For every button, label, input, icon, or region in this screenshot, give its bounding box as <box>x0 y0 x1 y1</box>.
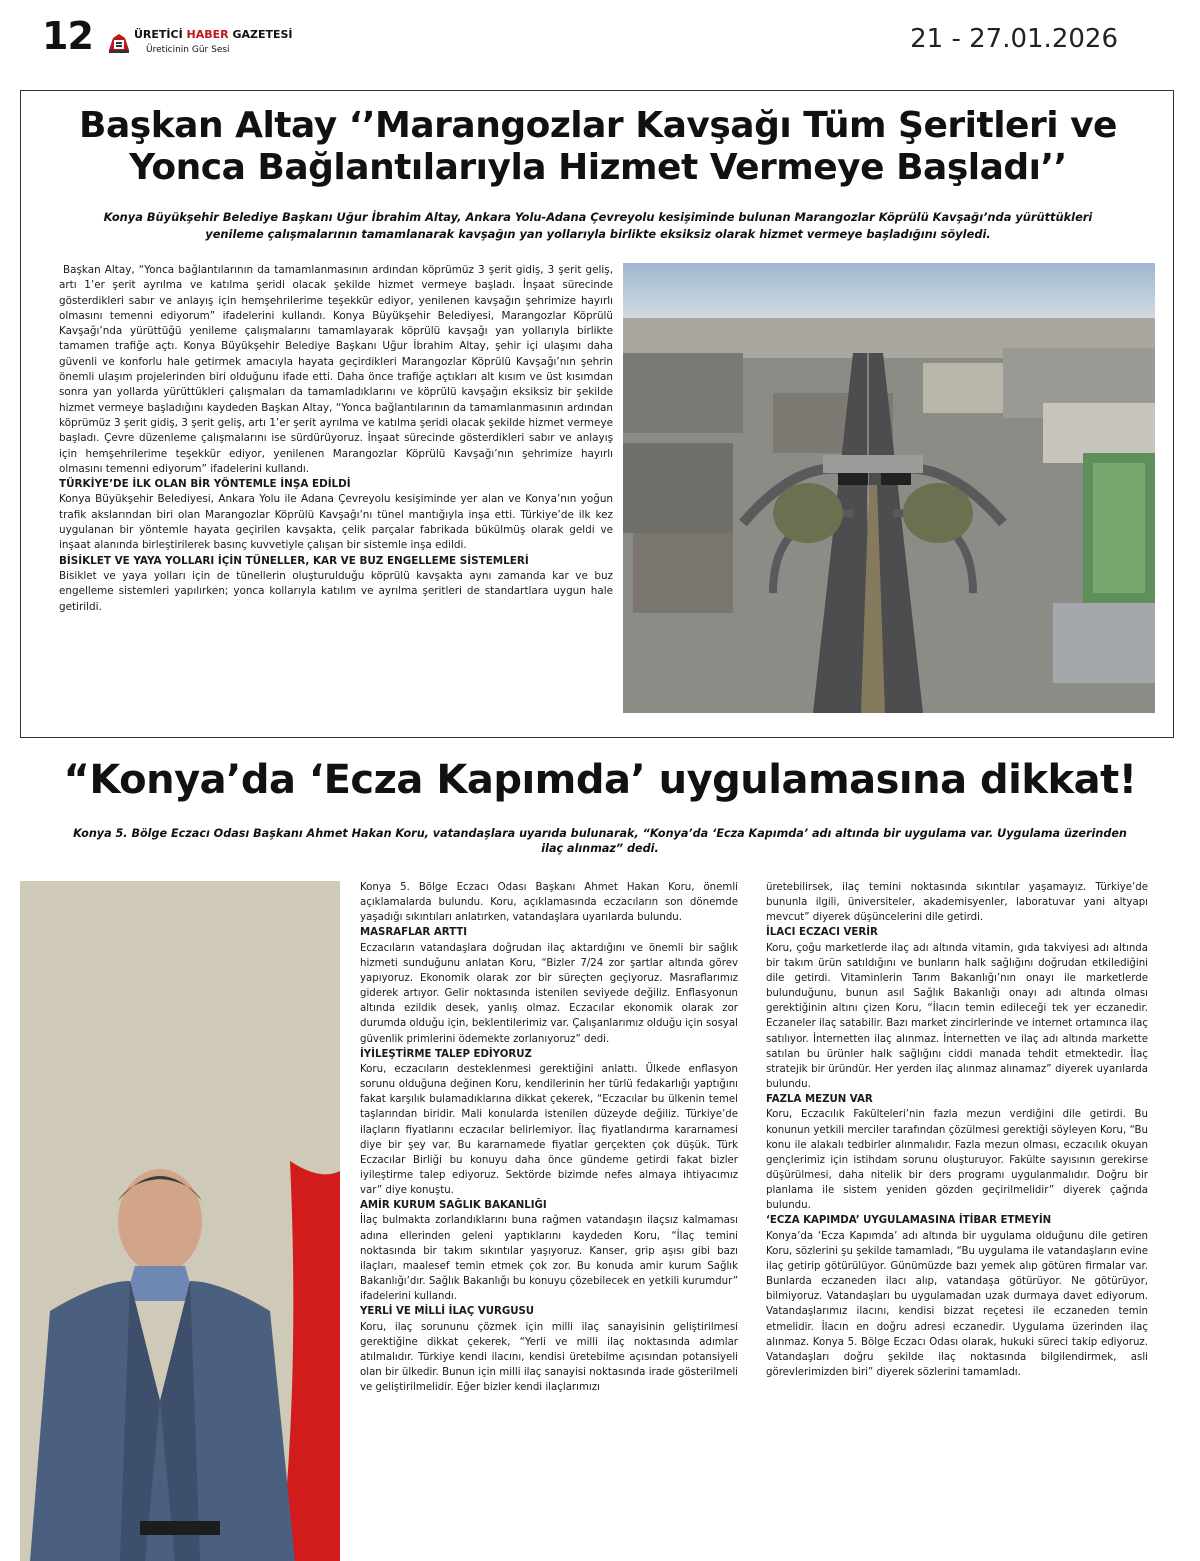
article1-subheading: TÜRKİYE’DE İLK OLAN BİR YÖNTEMLE İNŞA EDİLDİ <box>59 478 351 491</box>
article1-body <box>59 263 613 615</box>
article1-paragraph: Konya Büyükşehir Belediyesi, Ankara Yolu ile Adana Çevreyolu kesişiminde yer alan ve Konya’nın yoğun trafik akslarından biri olan Marangozlar Köprülü Kavşağı’nı tünel mantığıyla inşa etti. Türkiye’de ilk kez uygulanan bir yöntemle hayata geçirilen kavşakta, çelik parçalar fabrikada bükülmüş olarak geldi ve inşaat alanında birleştirilerek basınç kuvvetiyle çalışan bir sistemle inşa edildi. <box>59 493 613 552</box>
article2-lead: Konya 5. Bölge Eczacı Odası Başkanı Ahmet Hakan Koru, vatandaşlara uyarıda bulunarak, “Konya’da ‘Ecza Kapımda’ adı altında bir uygulama var. Uygulama üzerinden ilaç alınmaz” dedi. <box>73 827 1127 855</box>
page-header <box>0 0 1200 70</box>
article2-subheading: FAZLA MEZUN VAR <box>766 1094 873 1106</box>
article2-paragraph: Koru, çoğu marketlerde ilaç adı altında vitamin, gıda takviyesi adı altında bir takım ürün satıldığını ve bunların halk sağlığını doğrudan etkilediğini dile getirdi. Vitaminlerin Tarım Bakanlığı’nın onayı ile marketlerde bulunduğunu, bunun asıl Sağlık Bakanlığı onayı adı altında olması gerektiğinin altını çizen Koru, “İlacın temin edileceği tek yer eczanedir. Eczaneler ilaç satabilir. Bazı market zincirlerinde ve internet ortamınca ilaç satılıyor. İnternetten ilaç alınmaz. İnternetten ve ilaç adı altında markette satılan bu ürünler halk sağlığını ciddi manada tehdit etmektedir. İlaç stratejik bir üründür. Her yerden ilaç alınmaz alınamaz” diyerek uyarılarda bulundu. <box>766 942 1148 1091</box>
article2-paragraph: İlaç bulmakta zorlandıklarını buna rağmen vatandaşın ilaçsız kalmaması adına ellerinden geleni yaptıklarını kaydeden Koru, “İlaç temini noktasında bir takım sıkıntılar yaşıyoruz. Kanser, grip aşısı gibi bazı ilaçları, maalesef temin etmek çok zor. Bu konuda amir kurum Sağlık Bakanlığı’dır. Sağlık Bakanlığı bu konuyu çözebilecek en yetkili kurumdur” ifadelerini kullandı. <box>360 1215 738 1303</box>
article2-subheading: İYİLEŞTİRME TALEP EDİYORUZ <box>360 1048 532 1060</box>
article2-paragraph: üretebilirsek, ilaç temini noktasında sıkıntılar yaşamayız. Türkiye’de bununla ilgili, üniversiteler, akademisyenler, laboratuvar yani altyapı mevcut” diyerek düşüncelerini dile getirdi. <box>766 882 1148 924</box>
newspaper-name: ÜRETİCİ HABER GAZETESİ <box>134 28 293 41</box>
article2-subheading: YERLİ VE MİLLİ İLAÇ VURGUSU <box>360 1306 535 1318</box>
page-number: 12 <box>42 14 93 58</box>
article2-subheading: ‘ECZA KAPIMDA’ UYGULAMASINA İTİBAR ETMEYİN <box>766 1215 1052 1227</box>
article2-paragraph: Koru, ilaç sorununu çözmek için milli ilaç sanayisinin geliştirilmesi gerektiğine dikkat çekerek, “Yerli ve milli ilaç noktasında adımlar atılmalıdır. Türkiye kendi ilacını, kendisi üretebilme açısından potansiyeli olan bir ülkedir. Bunun için milli ilaç sanayisi noktasında irade gösterilmeli ve geliştirilmelidir. Eğer bizler kendi ilaçlarımızı <box>360 1321 738 1394</box>
issue-date: 21 - 27.01.2026 <box>910 24 1118 54</box>
portrait-photo <box>20 881 340 1561</box>
article2-subheading: İLACI ECZACI VERİR <box>766 927 878 939</box>
article1-lead: Konya Büyükşehir Belediye Başkanı Uğur İbrahim Altay, Ankara Yolu-Adana Çevreyolu kesişiminde bulunan Marangozlar Köprülü Kavşağı’nda yürüttükleri yenileme çalışmalarının tamamlanarak kavşağın yan yollarıyla birlikte eksiksiz olarak hizmet vermeye başladığını söyledi. <box>103 210 1093 241</box>
article2-subheading: AMİR KURUM SAĞLIK BAKANLIĞI <box>360 1200 547 1212</box>
article2-paragraph: Konya’da ‘Ecza Kapımda’ adı altında bir uygulama olduğunu dile getiren Koru, sözlerini şu şekilde tamamladı, “Bu uygulama ile vatandaşların evine ilaç getirip götürülüyor. Günümüzde bazı yemek alıp götüren firmalar var. Bunlarda eczaneden ilacı alıp, vatandaşa götürüyor. Ne götürüyor, bilmiyoruz. Vatandaşları bu uygulamadan uzak durmaya davet ediyorum. Vatandaşlarımız ilacını, kendisi bizzat reçetesi ile eczaneden temin etmelidir. İlacın en doğru adresi eczanedir. Uygulama üzerinden ilaç alınmaz. Konya 5. Bölge Eczacı Odası olarak, hukuki süreci takip ediyoruz. Vatandaşları doğru şekilde ilaç noktasında bilgilendirmek, asli görevlerimizden biri” diyerek sözlerini tamamladı. <box>766 1230 1148 1378</box>
article1-paragraph: Bisiklet ve yaya yolları için de tünellerin oluşturulduğu köprülü kavşakta aynı zamanda kar ve buz engelleme sistemleri yapılırken; yonca kollarıyla katılım ve ayrılma şeritleri de standartlara uygun hale getirildi. <box>59 569 613 613</box>
article2-paragraph: Eczacıların vatandaşlara doğrudan ilaç aktardığını ve önemli bir sağlık hizmeti sunduğunu anlatan Koru, “Bizler 7/24 zor şartlar altında görev yapıyoruz. Ekonomik olarak zor bir süreçten geçiyoruz. Masraflarımız giderek artıyor. Gelir noktasında istenilen seviyede değiliz. Enflasyonun altında ezildik desek, yanlış olmaz. Eczacılar ekonomik olarak zor durumda olduğu için, beklentilerimiz var. Çalışanlarımız olduğu için sosyal güvenlik primlerini ödemekte zorlanıyoruz” dedi. <box>360 942 738 1045</box>
article1-paragraph: Başkan Altay, “Yonca bağlantılarının da tamamlanmasının ardından köprümüz 3 şerit gidiş, 3 şerit geliş, artı 1’er şerit ayrılma ve katılma şeridi olacak şekilde hizmet vermeye başladı. İnşaat sürecinde gösterdikleri sabır ve anlayış için hemşehrilerime teşekkür ediyor, yenilenen kavşağın şehrimize hayırlı olmasını temenni ediyorum” ifadelerini kullandı. Konya Büyükşehir Belediyesi, Marangozlar Köprülü Kavşağı’nda yürüttüğü yenileme çalışmalarını tamamlayarak köprülü kavşağı yan yollarıyla birlikte tamamen trafiğe açtı. Konya Büyükşehir Belediye Başkanı Uğur İbrahim Altay, şehir içi ulaşımı daha güvenli ve konforlu hale getirmek amacıyla hayata geçirdikleri Marangozlar Köprülü Kavşağı’nın şehrin önemli ulaşım projelerinden biri olduğunu ifade etti. Daha önce trafiğe açtıkları alt kısım ve üst kısımdan sonra yan yollarda yürüttükleri çalışmaları da tamamladıklarını ve köprülü kavşağın eksiksiz bir şekilde hizmet vermeye başladığını kaydeden Başkan Altay, “Yonca bağlantılarının da tamamlanmasının ardından köprümüz 3 şerit gidiş, 3 şerit geliş, artı 1’er şerit ayrılma ve katılma şeridi olacak şekilde hizmet vermeye başladı. Çevre düzenleme çalışmalarını ise sürdürüyoruz. İnşaat sürecinde gösterdikleri sabır ve anlayış için hemşehrilerime teşekkür ediyor, yenilenen Marangozlar Köprülü Kavşağı’nın şehrimize hayırlı olmasını temenni ediyorum” ifadelerini kullandı. <box>59 264 613 475</box>
article2-subheading: MASRAFLAR ARTTI <box>360 927 468 939</box>
newspaper-emblem-icon <box>107 30 131 54</box>
aerial-interchange-photo <box>623 263 1155 713</box>
article1-subheading: BİSİKLET VE YAYA YOLLARI İÇİN TÜNELLER, KAR VE BUZ ENGELLEME SİSTEMLERİ <box>59 554 529 567</box>
newspaper-slogan: Üreticinin Gür Sesi <box>146 45 230 55</box>
article2-paragraph: Koru, eczacıların desteklenmesi gerektiğini anlattı. Ülkede enflasyon sorunu olduğuna değinen Koru, kendilerinin her türlü fedakarlığı yaptığını fakat karşılık bulamadıklarına dikkat çekerek, “Eczacılar bu ülkenin temel taşlarından biridir. Mali konularda istenilen düzeyde değiliz. Türkiye’de ilaçların fiyatlarını eczacılar belirlemiyor. İlaç fiyatlandırma kararnamesi diye bir şey var. Bu kararnamede fiyatlar gerçekten çok düşük. Türk Eczacılar Birliği bu konuyu daha önce gündeme getirdi fakat bizler iyileştirme talep ediyoruz. Sektörde bizimde nefes almaya ihtiyacımız var” diye konuştu. <box>360 1063 738 1197</box>
article2-headline: “Konya’da ‘Ecza Kapımda’ uygulamasına dikkat! <box>63 757 1137 803</box>
article2-column-2 <box>766 880 1148 1380</box>
article2-paragraph: Konya 5. Bölge Eczacı Odası Başkanı Ahmet Hakan Koru, önemli açıklamalarda bulundu. Koru, açıklamasında eczacıların son dönemde yaşadığı sıkıntıları anlatırken, vatandaşlara uyarılarda bulundu. <box>360 882 738 924</box>
article-marangozlar-box <box>20 90 1174 738</box>
article2-paragraph: Koru, Eczacılık Fakülteleri’nin fazla mezun verdiğini dile getirdi. Bu konunun yetkili merciler tarafından çözülmesi gerektiği söyleyen Koru, “Bu konu ile alakalı tedbirler alınmalıdır. Fazla mezun olması, eczacılık okuyan gençlerimiz için istihdam sorunu oluşturuyor. Fakülte sayısının gerekirse düşürülmesi, daha nitelik bir ders programı uygulanmalıdır. Doğru bir planlama ile sistem yeniden gözden geçirilmelidir” diyerek çağrıda bulundu. <box>766 1109 1148 1212</box>
article2-column-1 <box>360 880 738 1395</box>
article1-headline: Başkan Altay ‘’Marangozlar Kavşağı Tüm Şeritleri ve Yonca Bağlantılarıyla Hizmet Vermeye Başladı’’ <box>79 105 1117 188</box>
